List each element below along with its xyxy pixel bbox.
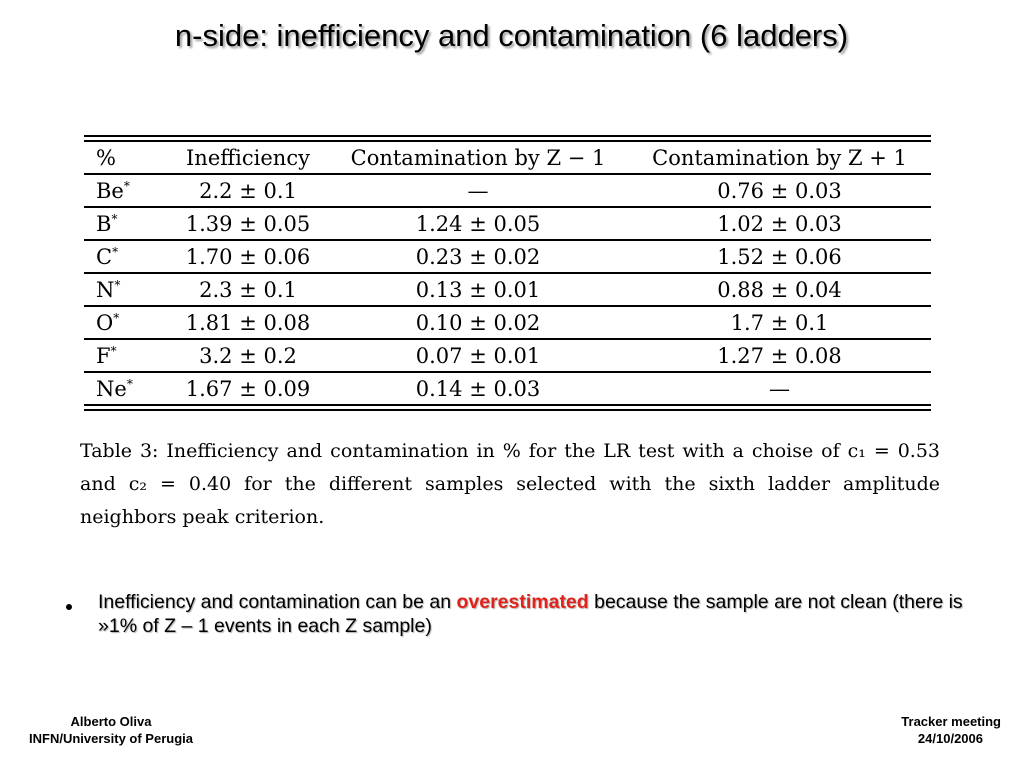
cell-inefficiency: 2.2 ± 0.1 xyxy=(168,174,328,207)
asterisk-mark: * xyxy=(111,211,118,226)
table-row xyxy=(84,174,931,207)
cell-inefficiency: 1.67 ± 0.09 xyxy=(185,376,311,401)
cell-contamination-plus: 1.52 ± 0.06 xyxy=(628,240,931,273)
bullet-highlight: overestimated xyxy=(456,591,589,613)
row-label xyxy=(84,273,168,306)
cell-contamination-minus: 0.13 ± 0.01 xyxy=(328,273,628,306)
row-label xyxy=(84,240,168,273)
cell-contamination-plus: 1.7 ± 0.1 xyxy=(628,306,931,339)
cell-contamination-minus: 0.23 ± 0.02 xyxy=(328,240,628,273)
table-header-row xyxy=(84,142,931,174)
cell-contamination-plus: 1.02 ± 0.03 xyxy=(628,207,931,240)
header-percent: % xyxy=(84,142,168,174)
header-contamination-minus: Contamination by Z − 1 xyxy=(328,142,628,174)
cell-contamination-minus: — xyxy=(328,174,628,207)
table-caption: Table 3: Inefficiency and contamination in % for the LR test with a choise of c₁ = 0.53 and c₂ = 0.40 for the different samples selected with the sixth ladder amplitude neighbors peak criterion. xyxy=(80,440,940,528)
asterisk-mark: * xyxy=(113,310,120,325)
table-top-rule xyxy=(84,135,931,142)
cell-contamination-minus: 0.10 ± 0.02 xyxy=(328,306,628,339)
table-row xyxy=(84,306,931,339)
bullet-icon xyxy=(66,604,72,610)
inefficiency-table xyxy=(84,142,931,404)
cell-inefficiency: 1.70 ± 0.06 xyxy=(168,240,328,273)
cell-contamination-plus: — xyxy=(769,376,790,401)
table-row xyxy=(84,240,931,273)
element-name: N xyxy=(96,277,115,302)
cell-inefficiency: 2.3 ± 0.1 xyxy=(168,273,328,306)
row-label xyxy=(84,207,168,240)
table-row xyxy=(84,339,931,372)
table-row xyxy=(84,207,931,240)
cell-contamination-minus: 0.14 ± 0.03 xyxy=(415,376,541,401)
cell-contamination-minus: 1.24 ± 0.05 xyxy=(328,207,628,240)
bullet-text-start: Inefficiency and contamination can be an xyxy=(98,591,457,613)
cell-inefficiency: 1.39 ± 0.05 xyxy=(168,207,328,240)
table-row xyxy=(84,372,931,404)
cell-inefficiency: 1.81 ± 0.08 xyxy=(168,306,328,339)
footer-author xyxy=(6,713,216,747)
cell-contamination-minus: 0.07 ± 0.01 xyxy=(328,339,628,372)
cell-inefficiency: 3.2 ± 0.2 xyxy=(168,339,328,372)
row-label xyxy=(84,306,168,339)
table-row xyxy=(84,273,931,306)
asterisk-mark: * xyxy=(112,244,119,259)
results-table xyxy=(84,135,931,411)
table-bottom-rule xyxy=(84,404,931,411)
element-name: B xyxy=(96,211,112,236)
footer-affiliation: INFN/University of Perugia xyxy=(29,731,193,746)
header-contamination-plus: Contamination by Z + 1 xyxy=(628,142,931,174)
footer-author-name: Alberto Oliva xyxy=(70,714,152,729)
row-label xyxy=(84,339,168,372)
element-name: C xyxy=(96,244,113,269)
slide-title: n-side: inefficiency and contamination (6 ladders) xyxy=(174,18,849,53)
bullet-text-end: because the sample are not clean (there is »1% of Z – 1 events in each Z sample) xyxy=(98,591,963,637)
element-name: Ne xyxy=(96,376,127,401)
footer-date: 24/10/2006 xyxy=(917,731,983,746)
row-label xyxy=(84,174,168,207)
cell-contamination-plus: 0.88 ± 0.04 xyxy=(628,273,931,306)
element-name: O xyxy=(96,310,114,335)
cell-contamination-plus: 1.27 ± 0.08 xyxy=(628,339,931,372)
asterisk-mark: * xyxy=(126,376,133,391)
asterisk-mark: * xyxy=(110,343,117,358)
element-name: F xyxy=(96,343,111,368)
header-inefficiency: Inefficiency xyxy=(168,142,328,174)
element-name: Be xyxy=(96,178,124,203)
asterisk-mark: * xyxy=(123,178,130,193)
cell-contamination-plus: 0.76 ± 0.03 xyxy=(628,174,931,207)
bullet-point xyxy=(98,590,978,638)
asterisk-mark: * xyxy=(114,277,121,292)
footer-meeting xyxy=(851,713,1001,747)
row-label xyxy=(84,372,168,404)
footer-meeting-name: Tracker meeting xyxy=(901,714,1001,729)
